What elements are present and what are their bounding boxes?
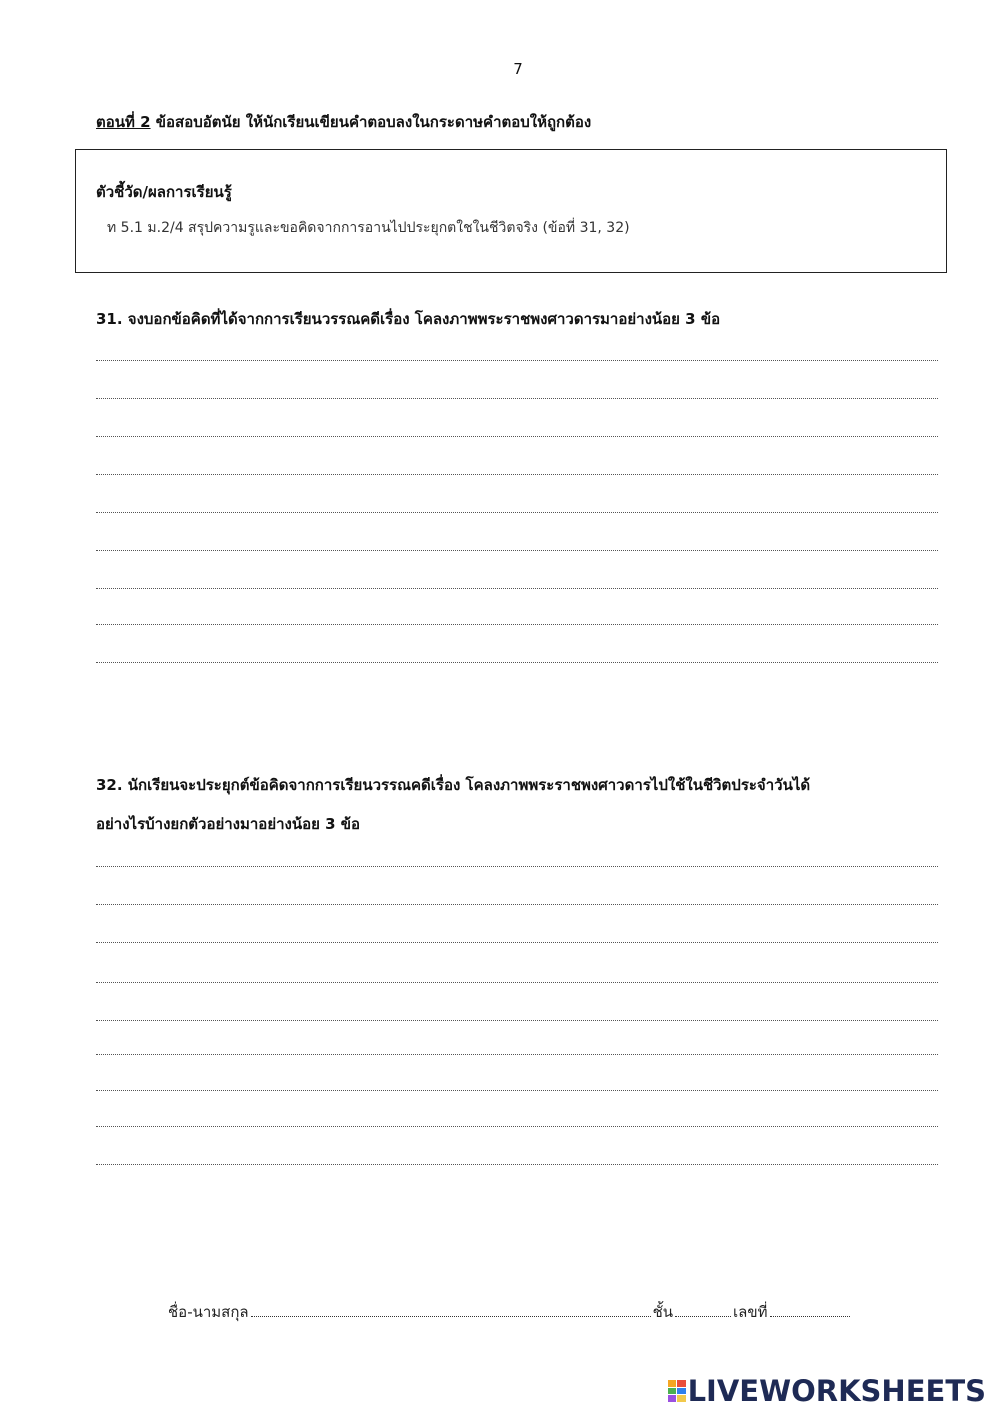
name-label: ชื่อ-นามสกุล: [168, 1303, 249, 1321]
answer-line[interactable]: [96, 360, 938, 361]
answer-line[interactable]: [96, 982, 938, 983]
part-label: ตอนที่ 2: [96, 113, 151, 131]
answer-line[interactable]: [96, 942, 938, 943]
indicator-box: [75, 149, 947, 273]
answer-line[interactable]: [96, 474, 938, 475]
class-field[interactable]: [675, 1300, 731, 1317]
class-label: ชั้น: [652, 1303, 674, 1321]
liveworksheets-logo: [668, 1374, 986, 1408]
student-info: [168, 1300, 852, 1324]
answer-line[interactable]: [96, 1164, 938, 1165]
answer-line[interactable]: [96, 1090, 938, 1091]
question-32-text-line2: อย่างไรบ้างยกตัวอย่างมาอย่างน้อย 3 ข้อ: [96, 815, 361, 833]
part-heading: [96, 110, 591, 134]
answer-line[interactable]: [96, 588, 938, 589]
answer-line[interactable]: [96, 550, 938, 551]
question-31-text: 31. จงบอกข้อคิดที่ได้จากการเรียนวรรณคดีเรื่อง โคลงภาพพระราชพงศาวดารมาอย่างน้อย 3 ข้อ: [96, 310, 721, 328]
answer-line[interactable]: [96, 904, 938, 905]
number-label: เลขที่: [733, 1303, 768, 1321]
question-31: [96, 302, 720, 336]
indicator-title: ตัวชี้วัด/ผลการเรียนรู้: [96, 183, 232, 201]
liveworksheets-logo-icon: [668, 1380, 686, 1402]
logo-text: LIVEWORKSHEETS: [687, 1374, 986, 1408]
part-instruction: ข้อสอบอัตนัย ให้นักเรียนเขียนคำตอบลงในกระดาษคำตอบให้ถูกต้อง: [155, 113, 592, 131]
answer-line[interactable]: [96, 1126, 938, 1127]
answer-line[interactable]: [96, 398, 938, 399]
question-32: [96, 768, 810, 841]
answer-line[interactable]: [96, 512, 938, 513]
page-number: 7: [513, 60, 523, 78]
answer-line[interactable]: [96, 662, 938, 663]
question-32-text-line1: 32. นักเรียนจะประยุกต์ข้อคิดจากการเรียนวรรณคดีเรื่อง โคลงภาพพระราชพงศาวดารไปใช้ในชีวิตประจำวันได้: [96, 776, 811, 794]
answer-line[interactable]: [96, 1054, 938, 1055]
answer-line[interactable]: [96, 436, 938, 437]
name-field[interactable]: [251, 1300, 651, 1317]
answer-line[interactable]: [96, 624, 938, 625]
answer-line[interactable]: [96, 1020, 938, 1021]
number-field[interactable]: [770, 1300, 850, 1317]
answer-line[interactable]: [96, 866, 938, 867]
indicator-text: ท 5.1 ม.2/4 สรุปความรูและขอคิดจากการอานไปประยุกตใชในชีวิตจริง (ข้อที่ 31, 32): [107, 220, 630, 236]
